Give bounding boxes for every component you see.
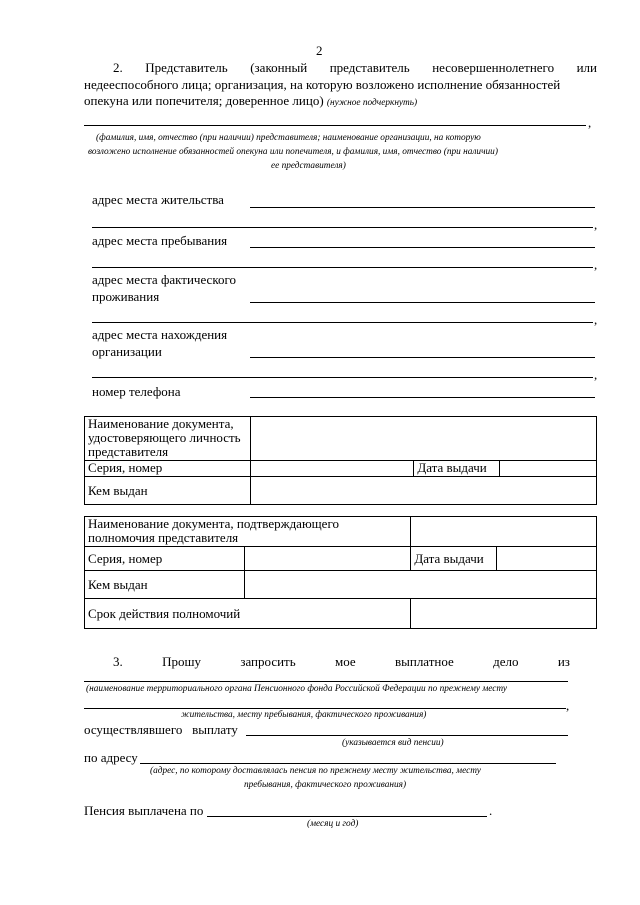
comma: ,: [566, 698, 570, 713]
address-label: по адресу: [84, 750, 138, 765]
comma: ,: [594, 312, 598, 327]
section3-word: мое: [335, 654, 356, 669]
authority-validity-label: Срок действия полномочий: [85, 599, 411, 629]
authority-issued-by-cell[interactable]: [244, 571, 596, 599]
section2-heading-line3: [84, 94, 417, 109]
label-line: полномочия представителя: [88, 530, 239, 545]
address-org-field[interactable]: [250, 357, 595, 358]
address-residence-field-2[interactable]: [92, 227, 593, 228]
section3-word: запросить: [240, 654, 296, 669]
pension-fund-body-field-2[interactable]: [84, 708, 566, 709]
section2-heading-line2: недееспособного лица; организация, на которую возложено исполнение обязанностей: [84, 78, 561, 92]
identity-document-table: [84, 416, 597, 505]
period: .: [489, 803, 493, 818]
caption-fund-body-1: (наименование территориального органа Пенсионного фонда Российской Федерации по прежнему месту: [86, 684, 508, 694]
address-org-label-2: организации: [92, 344, 162, 359]
authority-issue-date-label: Дата выдачи: [411, 547, 497, 571]
comma: ,: [594, 217, 598, 232]
caption-delivery-address-1: (адрес, по которому доставлялась пенсия по прежнему месту жительства, месту: [150, 766, 481, 776]
address-actual-label-1: адрес места фактического: [92, 272, 236, 287]
comma: ,: [594, 367, 598, 382]
section3-number: 3.: [113, 654, 123, 669]
section2-word: несовершеннолетнего: [432, 60, 555, 75]
identity-issue-date-cell[interactable]: [500, 461, 597, 477]
section2-heading-text: опекуна или попечителя; доверенное лицо): [84, 93, 324, 108]
caption-fund-body-2: жительства, месту пребывания, фактического проживания): [181, 710, 427, 720]
table-row: [85, 461, 597, 477]
section3-word: выплатное: [394, 654, 454, 669]
identity-doc-name-cell[interactable]: [250, 417, 596, 461]
pension-paid-label: Пенсия выплачена по: [84, 803, 204, 818]
section2-word: представитель: [329, 60, 410, 75]
address-stay-field-2[interactable]: [92, 267, 593, 268]
caption-name-2: возложено исполнение обязанностей опекуна или попечителя, и фамилия, имя, отчество (при наличии): [88, 147, 498, 157]
pension-type-field[interactable]: [246, 735, 568, 736]
caption-delivery-address-2: пребывания, фактического проживания): [244, 780, 407, 790]
pension-fund-body-field[interactable]: [84, 681, 568, 682]
identity-issue-date-label: Дата выдачи: [414, 461, 500, 477]
table-row: [85, 571, 597, 599]
identity-issued-by-label: Кем выдан: [85, 477, 251, 505]
table-row: [85, 417, 597, 461]
comma: ,: [594, 257, 598, 272]
section2-word: (законный: [250, 60, 308, 75]
authority-document-table: [84, 516, 597, 629]
authority-series-cell[interactable]: [244, 547, 411, 571]
address-stay-label: адрес места пребывания: [92, 233, 228, 248]
identity-issued-by-cell[interactable]: [250, 477, 596, 505]
caption-name-3: ее представителя): [271, 161, 346, 171]
authority-doc-name-label: [85, 517, 411, 547]
caption-pension-type: (указывается вид пенсии): [342, 738, 444, 748]
section2-word: или: [576, 60, 597, 75]
pension-paid-until-field[interactable]: [207, 816, 487, 817]
authority-doc-name-cell[interactable]: [411, 517, 597, 547]
phone-label: номер телефона: [92, 384, 181, 399]
authority-validity-cell[interactable]: [411, 599, 597, 629]
identity-doc-name-label: [85, 417, 251, 461]
section3-word: из: [557, 654, 570, 669]
caption-name-1: (фамилия, имя, отчество (при наличии) представителя; наименование организации, на которую: [96, 133, 481, 143]
representative-name-line[interactable]: [84, 125, 586, 126]
address-actual-field[interactable]: [250, 302, 595, 303]
address-stay-field[interactable]: [250, 247, 595, 248]
section2-word: Представитель: [145, 60, 228, 75]
authority-series-label: Серия, номер: [85, 547, 245, 571]
phone-field[interactable]: [250, 397, 595, 398]
carried-out-label: осуществлявшего выплату: [84, 722, 238, 737]
address-org-field-2[interactable]: [92, 377, 593, 378]
underline-note: (нужное подчеркнуть): [326, 98, 418, 108]
table-row: [85, 599, 597, 629]
section2-heading-line1: [113, 61, 597, 75]
comma: ,: [588, 115, 592, 130]
address-actual-label-2: проживания: [92, 289, 160, 304]
identity-series-label: Серия, номер: [85, 461, 251, 477]
section2-number: 2.: [113, 60, 123, 75]
authority-issued-by-label: Кем выдан: [85, 571, 245, 599]
authority-issue-date-cell[interactable]: [497, 547, 597, 571]
table-row: [85, 547, 597, 571]
table-row: [85, 477, 597, 505]
section3-word: Прошу: [162, 654, 201, 669]
address-residence-field[interactable]: [250, 207, 595, 208]
section3-heading-line: [113, 655, 570, 669]
address-residence-label: адрес места жительства: [92, 192, 224, 207]
label-line: удостоверяющего личность: [88, 430, 241, 445]
identity-series-cell[interactable]: [250, 461, 414, 477]
address-actual-field-2[interactable]: [92, 322, 593, 323]
caption-month-year: (месяц и год): [307, 819, 359, 829]
label-line: представителя: [88, 444, 169, 459]
delivery-address-field[interactable]: [140, 763, 556, 764]
address-org-label-1: адрес места нахождения: [92, 327, 228, 342]
table-row: [85, 517, 597, 547]
section3-word: дело: [493, 654, 519, 669]
label-line: Наименование документа, подтверждающего: [88, 516, 339, 531]
label-line: Наименование документа,: [88, 416, 234, 431]
page-number: 2: [316, 43, 323, 58]
